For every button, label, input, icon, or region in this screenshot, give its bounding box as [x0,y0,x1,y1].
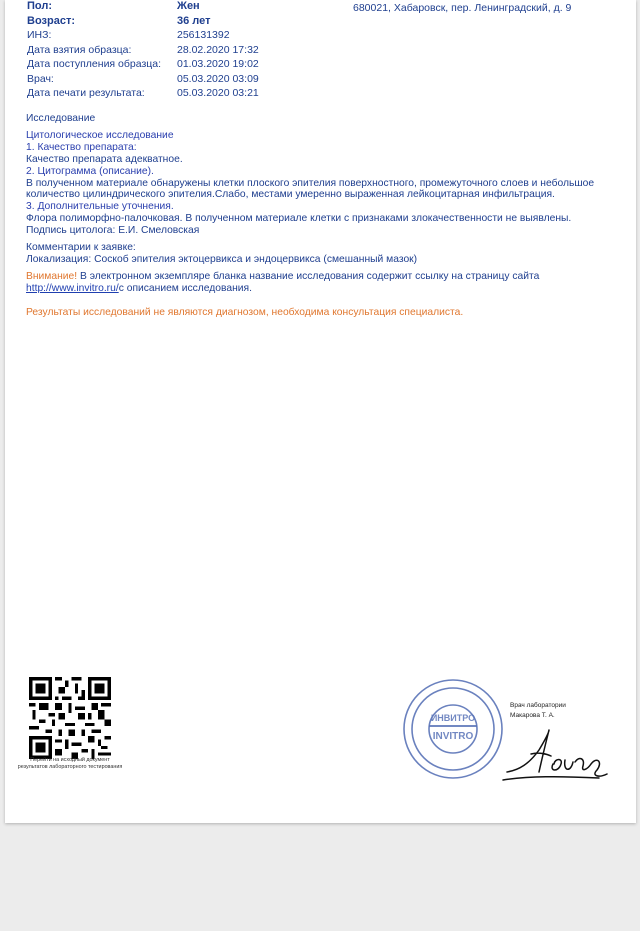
comments-text: Локализация: Соскоб эпителия эктоцервикса и эндоцервикса (смешанный мазок) [26,253,418,265]
notice-line-2 [26,283,626,295]
info-label: Пол: [27,0,53,12]
doctor-signature [499,720,609,790]
info-label: Врач: [27,72,54,85]
section1-text: Качество препарата адекватное. [26,153,183,165]
section2-title: 2. Цитограмма (описание). [26,165,154,177]
lab-address: 680021, Хабаровск, пер. Ленинградский, д. 9 [353,2,572,14]
info-value: 01.03.2020 19:02 [177,58,259,70]
study-name: Цитологическое исследование [26,129,174,141]
section3-text: Флора полиморфно-палочковая. В полученном материале клетки с признаками злокачественности не выявлены. [26,213,572,225]
section2-text-1: В полученном материале обнаружены клетки плоского эпителия поверхностного, промежуточного слоев и небольшое [26,177,595,189]
info-value: 05.03.2020 03:09 [177,72,259,85]
stamp-bottom-text: INVITRO [432,731,474,742]
invitro-stamp [401,677,505,781]
doctor-title: Врач лаборатории [510,702,566,709]
disclaimer: Результаты исследований не являются диагнозом, необходима консультация специалиста. [26,306,464,318]
info-value: Жен [177,0,200,12]
section1-title: 1. Качество препарата: [26,141,137,153]
document-page [5,0,636,823]
doctor-block [510,701,566,721]
qr-caption: Перейти на исходный документ результатов лабораторного тестирования [17,757,123,770]
attention-label: Внимание! [26,270,78,282]
section3-title: 3. Дополнительные уточнения. [26,201,174,213]
doctor-name: Макарова Т. А. [510,712,555,719]
section2-text-2: количество цилиндрического эпителия.Слабо, местами умеренно выраженная лейкоцитарная инфильтрация. [26,189,555,201]
invitro-link[interactable]: http://www.invitro.ru/ [26,282,119,294]
comments-title: Комментарии к заявке: [26,242,136,254]
info-label: Возраст: [27,14,75,27]
notice-text-2: с описанием исследования. [118,282,252,294]
info-value: 256131392 [177,29,230,41]
info-value: 05.03.2020 03:21 [177,87,259,99]
cytologist-signature: Подпись цитолога: Е.И. Смеловская [26,225,200,237]
info-label: Дата поступления образца: [27,58,162,70]
notice-text-1: В электронном экземпляре бланка название исследования содержит ссылку на страницу сайта [77,270,540,282]
info-label: ИНЗ: [27,29,52,41]
stamp-top-text: ИНВИТРО [430,713,476,723]
info-value: 36 лет [177,14,211,27]
info-label: Дата взятия образца: [27,43,132,56]
qr-code[interactable] [29,677,111,759]
info-label: Дата печати результата: [27,87,145,99]
notice-line-1 [26,271,626,283]
study-content [26,113,626,319]
study-heading: Исследование [26,113,96,124]
info-value: 28.02.2020 17:32 [177,43,259,56]
